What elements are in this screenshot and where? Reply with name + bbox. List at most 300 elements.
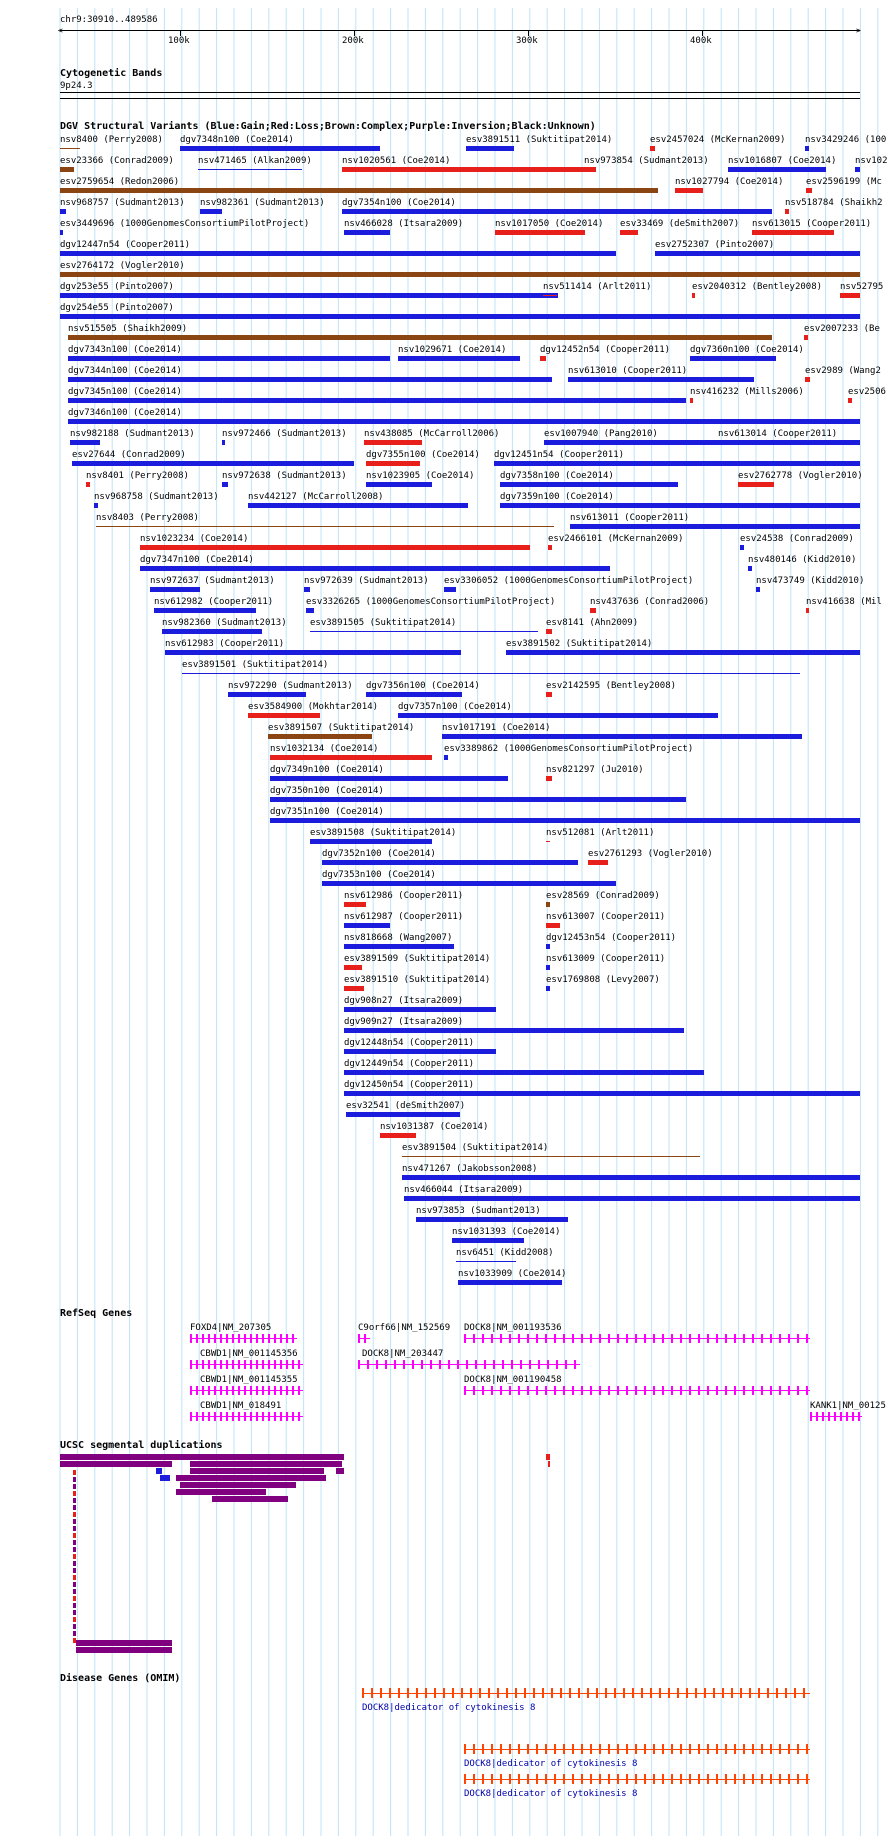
variant-label[interactable]: dgv12452n54 (Cooper2011) (540, 345, 671, 355)
variant-feature[interactable] (268, 734, 372, 739)
variant-label[interactable]: nsv8401 (Perry2008) (86, 471, 189, 481)
variant-feature[interactable] (366, 461, 420, 466)
variant-label[interactable]: nsv3429246 (100 (805, 135, 887, 145)
variant-label[interactable]: nsv512081 (Arlt2011) (546, 828, 655, 838)
variant-feature[interactable] (322, 860, 578, 865)
variant-feature[interactable] (675, 188, 703, 193)
variant-label[interactable]: esv3891508 (Suktitipat2014) (310, 828, 457, 838)
segdup-feature[interactable] (190, 1468, 324, 1474)
variant-feature[interactable] (402, 1156, 700, 1157)
variant-label[interactable]: nsv1017191 (Coe2014) (442, 723, 551, 733)
variant-label[interactable]: esv32541 (deSmith2007) (346, 1101, 466, 1111)
variant-label[interactable]: esv2761293 (Vogler2010) (588, 849, 713, 859)
variant-label[interactable]: nsv6451 (Kidd2008) (456, 1248, 554, 1258)
variant-feature[interactable] (344, 1091, 860, 1096)
gene-label[interactable]: DOCK8|NM_203447 (362, 1349, 444, 1359)
variant-label[interactable]: nsv466044 (Itsara2009) (404, 1185, 524, 1195)
variant-label[interactable]: dgv7345n100 (Coe2014) (68, 387, 182, 397)
variant-label[interactable]: nsv1027794 (Coe2014) (675, 177, 784, 187)
variant-label[interactable]: dgv7360n100 (Coe2014) (690, 345, 804, 355)
segdup-feature[interactable] (73, 1498, 76, 1503)
variant-feature[interactable] (855, 167, 860, 172)
variant-label[interactable]: nsv102 (855, 156, 888, 166)
variant-label[interactable]: nsv416638 (Mil (806, 597, 882, 607)
variant-label[interactable]: nsv52795 (840, 282, 884, 292)
segdup-feature[interactable] (156, 1468, 162, 1474)
segdup-feature[interactable] (336, 1468, 344, 1474)
variant-label[interactable]: esv2457024 (McKernan2009) (650, 135, 786, 145)
variant-label[interactable]: esv3891502 (Suktitipat2014) (506, 639, 653, 649)
variant-label[interactable]: nsv972466 (Sudmant2013) (222, 429, 347, 439)
variant-feature[interactable] (546, 902, 550, 907)
variant-feature[interactable] (650, 146, 655, 151)
variant-label[interactable]: dgv12447n54 (Cooper2011) (60, 240, 191, 250)
variant-label[interactable]: esv28569 (Conrad2009) (546, 891, 660, 901)
variant-feature[interactable] (718, 440, 860, 445)
variant-label[interactable]: esv3891511 (Suktitipat2014) (466, 135, 613, 145)
variant-feature[interactable] (140, 545, 530, 550)
variant-label[interactable]: nsv973854 (Sudmant2013) (584, 156, 709, 166)
variant-feature[interactable] (342, 167, 584, 172)
variant-label[interactable]: esv3891501 (Suktitipat2014) (182, 660, 329, 670)
variant-feature[interactable] (806, 188, 812, 193)
variant-label[interactable]: nsv515505 (Shaikh2009) (68, 324, 188, 334)
variant-label[interactable]: esv2007233 (Be (804, 324, 880, 334)
variant-label[interactable]: nsv968757 (Sudmant2013) (60, 198, 185, 208)
variant-feature[interactable] (785, 209, 789, 214)
omim-label[interactable]: DOCK8|dedicator of cytokinesis 8 (464, 1759, 638, 1769)
variant-feature[interactable] (150, 587, 200, 592)
segdup-feature[interactable] (176, 1475, 326, 1481)
omim-label[interactable]: DOCK8|dedicator of cytokinesis 8 (464, 1789, 638, 1799)
variant-feature[interactable] (506, 650, 860, 655)
variant-feature[interactable] (248, 503, 468, 508)
segdup-feature[interactable] (212, 1496, 288, 1502)
segdup-feature[interactable] (73, 1470, 76, 1475)
gene-label[interactable]: CBWD1|NM_001145355 (200, 1375, 298, 1385)
gene-label[interactable]: DOCK8|NM_001193536 (464, 1323, 562, 1333)
variant-feature[interactable] (344, 965, 362, 970)
variant-feature[interactable] (70, 440, 100, 445)
variant-feature[interactable] (546, 629, 552, 634)
variant-label[interactable]: nsv972638 (Sudmant2013) (222, 471, 347, 481)
variant-label[interactable]: esv2764172 (Vogler2010) (60, 261, 185, 271)
variant-label[interactable]: dgv254e55 (Pinto2007) (60, 303, 174, 313)
variant-feature[interactable] (222, 440, 225, 445)
variant-label[interactable]: nsv982188 (Sudmant2013) (70, 429, 195, 439)
variant-feature[interactable] (68, 377, 552, 382)
variant-feature[interactable] (805, 377, 810, 382)
gene-label[interactable]: DOCK8|NM_001190458 (464, 1375, 562, 1385)
variant-feature[interactable] (748, 566, 752, 571)
variant-label[interactable]: esv2989 (Wang2 (805, 366, 881, 376)
segdup-feature[interactable] (73, 1589, 76, 1594)
variant-label[interactable]: dgv7350n100 (Coe2014) (270, 786, 384, 796)
variant-feature[interactable] (60, 251, 616, 256)
variant-label[interactable]: nsv471267 (Jakobsson2008) (402, 1164, 538, 1174)
segdup-feature[interactable] (76, 1647, 172, 1653)
variant-label[interactable]: dgv7349n100 (Coe2014) (270, 765, 384, 775)
variant-feature[interactable] (342, 209, 772, 214)
variant-feature[interactable] (458, 1280, 562, 1285)
segdup-feature[interactable] (73, 1484, 76, 1489)
variant-feature[interactable] (162, 629, 262, 634)
variant-feature[interactable] (306, 608, 314, 613)
variant-feature[interactable] (228, 692, 306, 697)
variant-label[interactable]: nsv438085 (McCarroll2006) (364, 429, 500, 439)
segdup-feature[interactable] (73, 1540, 76, 1545)
variant-label[interactable]: dgv909n27 (Itsara2009) (344, 1017, 464, 1027)
gene-label[interactable]: KANK1|NM_00125 (810, 1401, 886, 1411)
variant-feature[interactable] (366, 482, 432, 487)
variant-label[interactable]: nsv613011 (Cooper2011) (570, 513, 690, 523)
variant-label[interactable]: dgv7351n100 (Coe2014) (270, 807, 384, 817)
variant-feature[interactable] (398, 713, 718, 718)
omim-label[interactable]: DOCK8|dedicator of cytokinesis 8 (362, 1703, 536, 1713)
variant-label[interactable]: nsv437636 (Conrad2006) (590, 597, 710, 607)
segdup-feature[interactable] (73, 1491, 76, 1496)
variant-feature[interactable] (404, 1196, 860, 1201)
variant-feature[interactable] (548, 545, 552, 550)
segdup-feature[interactable] (546, 1454, 550, 1460)
variant-label[interactable]: nsv613010 (Cooper2011) (568, 366, 688, 376)
variant-feature[interactable] (154, 608, 256, 613)
variant-feature[interactable] (270, 818, 860, 823)
variant-feature[interactable] (584, 167, 596, 172)
variant-label[interactable]: nsv821297 (Ju2010) (546, 765, 644, 775)
variant-label[interactable]: nsv982360 (Sudmant2013) (162, 618, 287, 628)
variant-label[interactable]: esv3891509 (Suktitipat2014) (344, 954, 491, 964)
segdup-feature[interactable] (73, 1526, 76, 1531)
variant-feature[interactable] (380, 1133, 416, 1138)
variant-feature[interactable] (620, 230, 638, 235)
variant-feature[interactable] (60, 230, 63, 235)
variant-feature[interactable] (546, 986, 550, 991)
variant-label[interactable]: nsv1023905 (Coe2014) (366, 471, 475, 481)
variant-feature[interactable] (248, 713, 320, 718)
variant-feature[interactable] (494, 461, 860, 466)
variant-label[interactable]: esv23366 (Conrad2009) (60, 156, 174, 166)
variant-feature[interactable] (304, 587, 310, 592)
variant-feature[interactable] (68, 356, 390, 361)
variant-label[interactable]: nsv612986 (Cooper2011) (344, 891, 464, 901)
variant-feature[interactable] (344, 1028, 684, 1033)
variant-label[interactable]: nsv442127 (McCarroll2008) (248, 492, 384, 502)
variant-label[interactable]: nsv511414 (Arlt2011) (543, 282, 652, 292)
variant-label[interactable]: esv3584900 (Mokhtar2014) (248, 702, 379, 712)
variant-label[interactable]: nsv480146 (Kidd2010) (748, 555, 857, 565)
segdup-feature[interactable] (176, 1489, 266, 1495)
variant-label[interactable]: dgv12453n54 (Cooper2011) (546, 933, 677, 943)
variant-label[interactable]: nsv973853 (Sudmant2013) (416, 1206, 541, 1216)
variant-feature[interactable] (848, 398, 852, 403)
variant-label[interactable]: dgv7358n100 (Coe2014) (500, 471, 614, 481)
variant-label[interactable]: dgv7346n100 (Coe2014) (68, 408, 182, 418)
variant-label[interactable]: esv2596199 (Mc (806, 177, 882, 187)
variant-feature[interactable] (402, 1175, 860, 1180)
variant-feature[interactable] (444, 755, 448, 760)
variant-label[interactable]: nsv613007 (Cooper2011) (546, 912, 666, 922)
variant-label[interactable]: dgv7354n100 (Coe2014) (342, 198, 456, 208)
variant-feature[interactable] (364, 440, 422, 445)
segdup-feature[interactable] (76, 1640, 172, 1646)
segdup-feature[interactable] (73, 1505, 76, 1510)
variant-feature[interactable] (840, 293, 860, 298)
variant-feature[interactable] (60, 314, 860, 319)
variant-feature[interactable] (805, 146, 809, 151)
variant-feature[interactable] (690, 398, 693, 403)
variant-label[interactable]: nsv1031393 (Coe2014) (452, 1227, 561, 1237)
segdup-feature[interactable] (73, 1617, 76, 1622)
variant-label[interactable]: esv24538 (Conrad2009) (740, 534, 854, 544)
variant-feature[interactable] (344, 230, 390, 235)
variant-feature[interactable] (346, 1112, 460, 1117)
variant-label[interactable]: dgv7343n100 (Coe2014) (68, 345, 182, 355)
variant-label[interactable]: dgv7359n100 (Coe2014) (500, 492, 614, 502)
variant-label[interactable]: esv2142595 (Bentley2008) (546, 681, 677, 691)
variant-label[interactable]: dgv908n27 (Itsara2009) (344, 996, 464, 1006)
segdup-feature[interactable] (73, 1554, 76, 1559)
variant-feature[interactable] (570, 524, 860, 529)
variant-label[interactable]: nsv612987 (Cooper2011) (344, 912, 464, 922)
variant-label[interactable]: nsv416232 (Mills2006) (690, 387, 804, 397)
variant-feature[interactable] (344, 1070, 704, 1075)
variant-feature[interactable] (588, 860, 608, 865)
variant-feature[interactable] (344, 902, 366, 907)
variant-feature[interactable] (68, 398, 686, 403)
variant-feature[interactable] (546, 923, 560, 928)
variant-label[interactable]: dgv12448n54 (Cooper2011) (344, 1038, 475, 1048)
variant-feature[interactable] (546, 841, 550, 842)
segdup-feature[interactable] (73, 1631, 76, 1636)
variant-label[interactable]: nsv473749 (Kidd2010) (756, 576, 865, 586)
segdup-feature[interactable] (73, 1512, 76, 1517)
variant-label[interactable]: esv3326265 (1000GenomesConsortiumPilotProject) (306, 597, 556, 607)
gene-label[interactable]: CBWD1|NM_018491 (200, 1401, 282, 1411)
segdup-feature[interactable] (73, 1568, 76, 1573)
segdup-feature[interactable] (60, 1454, 344, 1460)
variant-feature[interactable] (60, 293, 558, 298)
segdup-feature[interactable] (73, 1603, 76, 1608)
variant-label[interactable]: nsv968758 (Sudmant2013) (94, 492, 219, 502)
variant-label[interactable]: nsv972639 (Sudmant2013) (304, 576, 429, 586)
variant-label[interactable]: dgv12450n54 (Cooper2011) (344, 1080, 475, 1090)
variant-feature[interactable] (60, 167, 74, 172)
variant-label[interactable]: esv3449696 (1000GenomesConsortiumPilotProject) (60, 219, 310, 229)
variant-feature[interactable] (94, 503, 98, 508)
variant-label[interactable]: nsv612983 (Cooper2011) (165, 639, 285, 649)
segdup-feature[interactable] (73, 1624, 76, 1629)
variant-label[interactable]: esv3306052 (1000GenomesConsortiumPilotProject) (444, 576, 694, 586)
variant-label[interactable]: esv1007940 (Pang2010) (544, 429, 658, 439)
variant-label[interactable]: esv8141 (Ahn2009) (546, 618, 639, 628)
variant-feature[interactable] (68, 335, 772, 340)
variant-feature[interactable] (546, 944, 550, 949)
variant-label[interactable]: dgv12451n54 (Cooper2011) (494, 450, 625, 460)
variant-feature[interactable] (344, 986, 364, 991)
gene-intron-line[interactable] (464, 1338, 810, 1339)
variant-feature[interactable] (60, 148, 80, 149)
segdup-feature[interactable] (73, 1477, 76, 1482)
variant-feature[interactable] (442, 734, 802, 739)
variant-feature[interactable] (690, 356, 776, 361)
segdup-feature[interactable] (73, 1547, 76, 1552)
variant-label[interactable]: dgv12449n54 (Cooper2011) (344, 1059, 475, 1069)
segdup-feature[interactable] (548, 1461, 550, 1467)
variant-feature[interactable] (495, 230, 585, 235)
variant-label[interactable]: esv2466101 (McKernan2009) (548, 534, 684, 544)
variant-feature[interactable] (366, 692, 462, 697)
variant-label[interactable]: esv2759654 (Redon2006) (60, 177, 180, 187)
variant-label[interactable]: dgv7347n100 (Coe2014) (140, 555, 254, 565)
variant-label[interactable]: dgv7355n100 (Coe2014) (366, 450, 480, 460)
variant-feature[interactable] (546, 692, 552, 697)
variant-feature[interactable] (322, 881, 616, 886)
variant-label[interactable]: nsv518784 (Shaikh2 (785, 198, 883, 208)
variant-label[interactable]: nsv1031387 (Coe2014) (380, 1122, 489, 1132)
variant-feature[interactable] (500, 482, 678, 487)
variant-feature[interactable] (756, 587, 760, 592)
segdup-feature[interactable] (73, 1610, 76, 1615)
variant-feature[interactable] (270, 755, 432, 760)
variant-label[interactable]: nsv1023234 (Coe2014) (140, 534, 249, 544)
omim-gene-line[interactable] (464, 1749, 810, 1750)
variant-feature[interactable] (60, 209, 66, 214)
variant-feature[interactable] (590, 608, 596, 613)
variant-feature[interactable] (740, 545, 744, 550)
variant-label[interactable]: nsv972290 (Sudmant2013) (228, 681, 353, 691)
variant-feature[interactable] (270, 797, 686, 802)
omim-gene-line[interactable] (362, 1693, 810, 1694)
variant-feature[interactable] (270, 776, 508, 781)
variant-label[interactable]: nsv8400 (Perry2008) (60, 135, 163, 145)
variant-label[interactable]: esv27644 (Conrad2009) (72, 450, 186, 460)
variant-feature[interactable] (466, 146, 514, 151)
variant-feature[interactable] (344, 1007, 496, 1012)
variant-feature[interactable] (540, 356, 546, 361)
segdup-feature[interactable] (73, 1519, 76, 1524)
variant-feature[interactable] (310, 839, 432, 844)
segdup-feature[interactable] (160, 1475, 170, 1481)
variant-label[interactable]: dgv7357n100 (Coe2014) (398, 702, 512, 712)
gene-label[interactable]: FOXD4|NM_207305 (190, 1323, 272, 1333)
variant-label[interactable]: nsv8403 (Perry2008) (96, 513, 199, 523)
variant-label[interactable]: nsv613015 (Cooper2011) (752, 219, 872, 229)
variant-label[interactable]: esv3891504 (Suktitipat2014) (402, 1143, 549, 1153)
variant-feature[interactable] (546, 965, 550, 970)
variant-feature[interactable] (60, 188, 658, 193)
variant-label[interactable]: esv3891507 (Suktitipat2014) (268, 723, 415, 733)
omim-gene-line[interactable] (464, 1779, 810, 1780)
variant-feature[interactable] (68, 419, 860, 424)
variant-feature[interactable] (344, 944, 454, 949)
variant-label[interactable]: dgv7353n100 (Coe2014) (322, 870, 436, 880)
variant-label[interactable]: esv1769808 (Levy2007) (546, 975, 660, 985)
variant-feature[interactable] (738, 482, 774, 487)
variant-label[interactable]: nsv613009 (Cooper2011) (546, 954, 666, 964)
variant-label[interactable]: nsv612982 (Cooper2011) (154, 597, 274, 607)
variant-feature[interactable] (140, 566, 610, 571)
variant-feature[interactable] (165, 650, 461, 655)
variant-feature[interactable] (444, 587, 456, 592)
segdup-feature[interactable] (73, 1575, 76, 1580)
variant-feature[interactable] (543, 295, 557, 296)
variant-label[interactable]: esv3891505 (Suktitipat2014) (310, 618, 457, 628)
variant-feature[interactable] (86, 482, 90, 487)
variant-feature[interactable] (182, 673, 800, 674)
variant-label[interactable]: nsv1016807 (Coe2014) (728, 156, 837, 166)
gene-label[interactable]: C9orf66|NM_152569 (358, 1323, 451, 1333)
segdup-feature[interactable] (190, 1461, 342, 1467)
variant-feature[interactable] (452, 1238, 524, 1243)
variant-label[interactable]: nsv1033909 (Coe2014) (458, 1269, 567, 1279)
segdup-feature[interactable] (60, 1461, 172, 1467)
variant-feature[interactable] (310, 631, 538, 632)
variant-label[interactable]: esv2762778 (Vogler2010) (738, 471, 863, 481)
variant-feature[interactable] (200, 209, 222, 214)
variant-label[interactable]: nsv1017050 (Coe2014) (495, 219, 604, 229)
variant-label[interactable]: dgv7352n100 (Coe2014) (322, 849, 436, 859)
variant-label[interactable]: dgv7348n100 (Coe2014) (180, 135, 294, 145)
variant-label[interactable]: nsv613014 (Cooper2011) (718, 429, 838, 439)
gene-label[interactable]: CBWD1|NM_001145356 (200, 1349, 298, 1359)
variant-label[interactable]: dgv7344n100 (Coe2014) (68, 366, 182, 376)
variant-label[interactable]: dgv253e55 (Pinto2007) (60, 282, 174, 292)
variant-label[interactable]: nsv1020561 (Coe2014) (342, 156, 451, 166)
variant-feature[interactable] (344, 923, 390, 928)
variant-label[interactable]: esv2506 (848, 387, 886, 397)
variant-feature[interactable] (456, 1261, 516, 1262)
variant-label[interactable]: dgv7356n100 (Coe2014) (366, 681, 480, 691)
variant-feature[interactable] (546, 776, 552, 781)
variant-feature[interactable] (416, 1217, 568, 1222)
variant-label[interactable]: nsv972637 (Sudmant2013) (150, 576, 275, 586)
variant-feature[interactable] (398, 356, 520, 361)
variant-label[interactable]: nsv982361 (Sudmant2013) (200, 198, 325, 208)
variant-feature[interactable] (752, 230, 834, 235)
variant-label[interactable]: nsv818668 (Wang2007) (344, 933, 453, 943)
variant-label[interactable]: nsv471465 (Alkan2009) (198, 156, 312, 166)
segdup-feature[interactable] (73, 1561, 76, 1566)
variant-feature[interactable] (222, 482, 228, 487)
variant-label[interactable]: esv33469 (deSmith2007) (620, 219, 740, 229)
segdup-feature[interactable] (73, 1638, 76, 1643)
segdup-feature[interactable] (180, 1482, 296, 1488)
variant-feature[interactable] (344, 1049, 496, 1054)
variant-feature[interactable] (500, 503, 860, 508)
variant-label[interactable]: esv3389862 (1000GenomesConsortiumPilotProject) (444, 744, 694, 754)
segdup-feature[interactable] (336, 1454, 344, 1460)
variant-feature[interactable] (804, 335, 808, 340)
variant-feature[interactable] (198, 169, 302, 170)
variant-feature[interactable] (60, 272, 860, 277)
variant-feature[interactable] (96, 526, 554, 527)
variant-label[interactable]: nsv1029671 (Coe2014) (398, 345, 507, 355)
variant-feature[interactable] (72, 461, 354, 466)
variant-label[interactable]: esv3891510 (Suktitipat2014) (344, 975, 491, 985)
variant-feature[interactable] (568, 377, 754, 382)
variant-label[interactable]: nsv1032134 (Coe2014) (270, 744, 379, 754)
variant-feature[interactable] (692, 293, 695, 298)
variant-feature[interactable] (180, 146, 380, 151)
variant-feature[interactable] (728, 167, 826, 172)
variant-label[interactable]: esv2040312 (Bentley2008) (692, 282, 823, 292)
variant-label[interactable]: esv2752307 (Pinto2007) (655, 240, 775, 250)
variant-feature[interactable] (806, 608, 809, 613)
variant-feature[interactable] (655, 251, 860, 256)
segdup-feature[interactable] (73, 1596, 76, 1601)
segdup-feature[interactable] (73, 1533, 76, 1538)
